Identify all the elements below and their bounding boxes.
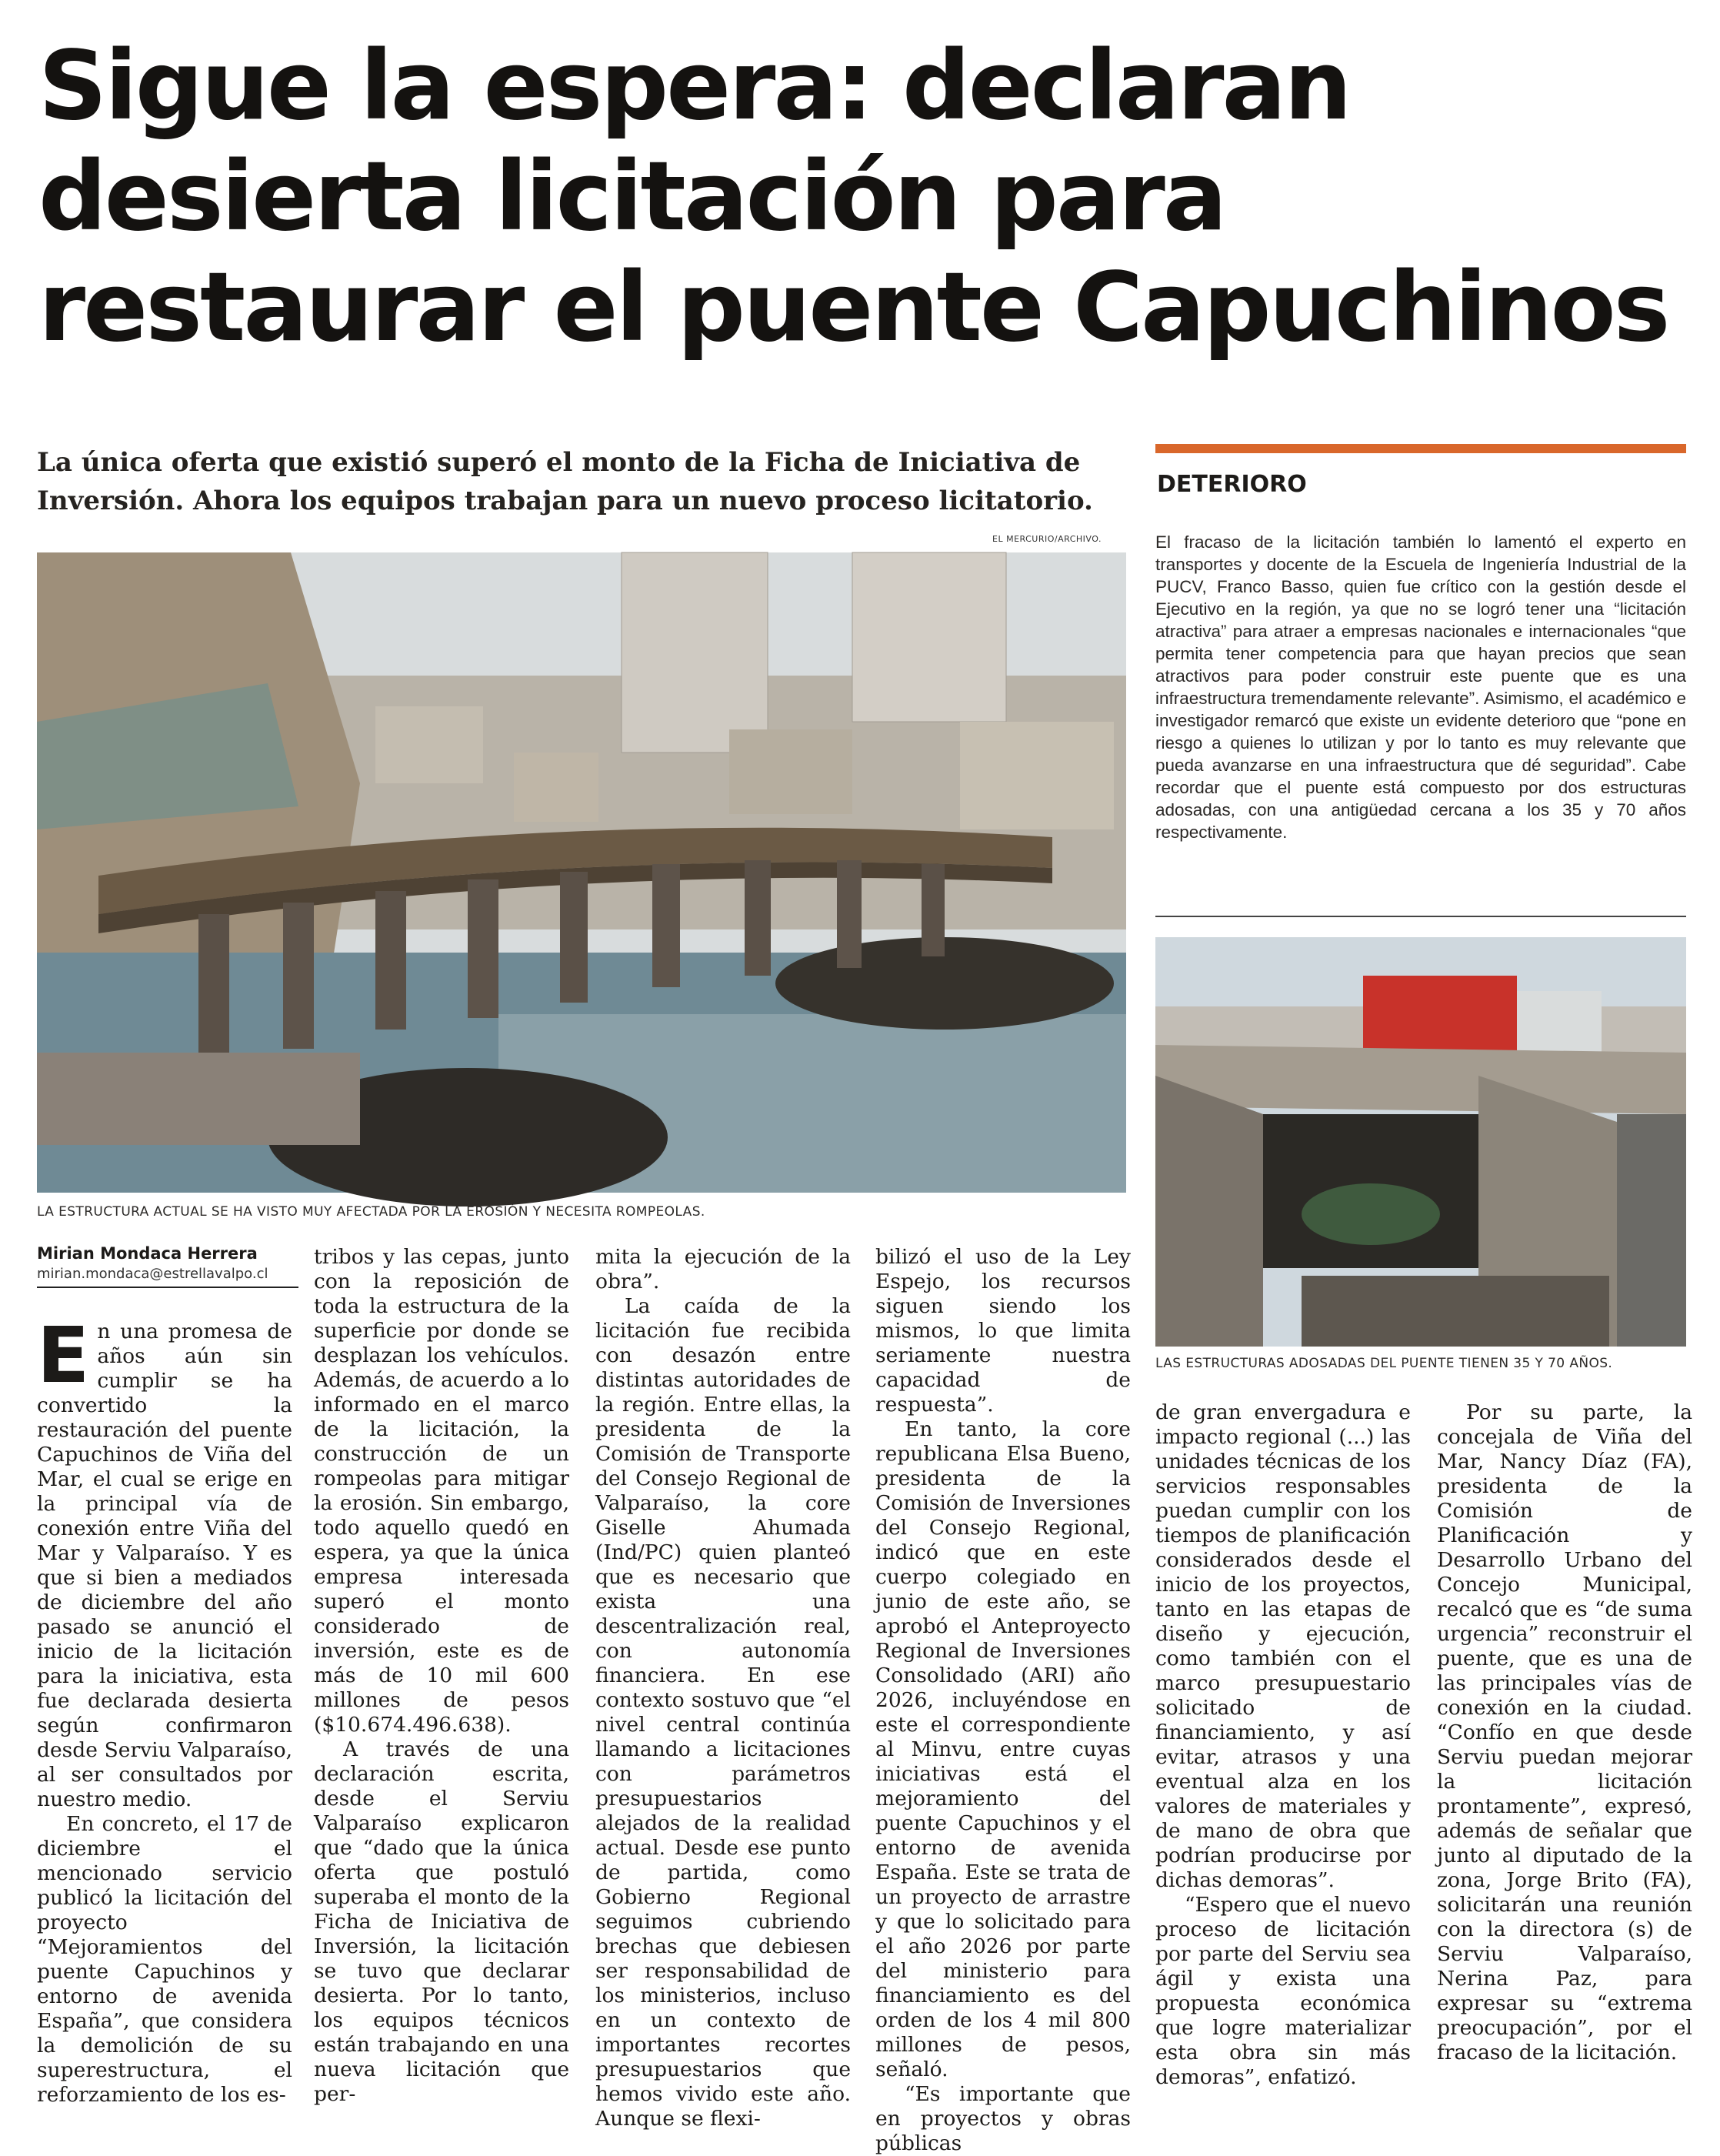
headline-line: Sigue la espera: declaran <box>38 31 1350 142</box>
bridge-photo-image <box>37 552 1126 1193</box>
article-paragraph: La caída de la licitación fue recibida con desazón entre distintas autoridades de la región. Entre ellas, la presidenta de la Comisión de Transporte del Consejo Regional de Valparaíso, la core Giselle Ahumada (Ind/PC) quien planteó que es necesario que exista una descentralización real, con autonomía financiera. En ese contexto sostuvo que “el nivel central continúa llamando a licitaciones con parámetros presupuestarios alejados de la realidad actual. Desde ese punto de partida, como Gobierno Regional seguimos cubriendo brechas que debiesen ser responsabilidad de los ministerios, incluso en un contexto de importantes recortes presupuestarios que hemos vivido este año. Aunque se flexi- <box>595 1294 851 2131</box>
article-paragraph: tribos y las cepas, junto con la reposición de toda la estructura de la superficie por donde se desplazan los vehículos. Además, de acuerdo a lo informado en el marco de la licitación, la construcción de un rompeolas para mitigar la erosión. Sin embargo, todo aquello quedó en espera, ya que la única empresa interesada superó el monto considerado de inversión, este es de más de 10 mil 600 millones de pesos ($10.674.496.638). <box>314 1245 569 1737</box>
article-paragraph: Por su parte, la concejala de Viña del Mar, Nancy Díaz (FA), presidenta de la Comisión de Planificación y Desarrollo Urbano del Concejo Municipal, recalcó que es “de suma urgencia” reconstruir el puente, que es una de las principales vías de conexión en la ciudad. “Confío en que desde Serviu puedan mejorar la licitación prontamente”, expresó, además de señalar que junto al diputado de la zona, Jorge Brito (FA), solicitarán una reunión con la directora (s) de Serviu Valparaíso, Nerina Paz, para expresar su “extrema preocupación”, por el fracaso de la licitación. <box>1437 1400 1692 2064</box>
article-paragraph: En tanto, la core republicana Elsa Bueno, presidenta de la Comisión de Inversiones del Consejo Regional, indicó que en este cuerpo colegiado en junio de este año, se aprobó el Anteproyecto Regional de Inversiones Consolidado (ARI) año 2026, incluyéndose en este el correspondiente al Minvu, entre cuyas iniciativas está el mejoramiento del puente Capuchinos y el entorno de avenida España. Este se trata de un proyecto de arrastre y que lo solicitado para el año 2026 por parte del ministerio para financiamiento es del orden de los 4 mil 800 millones de pesos, señaló. <box>875 1417 1131 2081</box>
author-email[interactable]: mirian.mondaca@estrellavalpo.cl <box>37 1266 298 1288</box>
deck-line: Inversión. Ahora los equipos trabajan para un nuevo proceso licitatorio. <box>37 486 1093 516</box>
article-paragraph: bilizó el uso de la Ley Espejo, los recursos siguen siendo los mismos, lo que limita seriamente nuestra capacidad de respuesta”. <box>875 1245 1131 1417</box>
article-column-3 <box>595 1245 851 2131</box>
article-column-4 <box>875 1245 1131 2155</box>
main-photo <box>37 552 1126 1193</box>
deck-line: La única oferta que existió superó el monto de la Ficha de Iniciativa de <box>37 447 1081 478</box>
article-paragraph: “Espero que el nuevo proceso de licitación por parte del Serviu sea ágil y exista una propuesta económica que logre materializar esta obra sin más demoras”, enfatizó. <box>1155 1893 1411 2089</box>
article-paragraph: En una promesa de años aún sin cumplir se ha convertido la restauración del puente Capuchinos de Viña del Mar, el cual se erige en la principal vía de conexión entre Viña del Mar y Valparaíso. Y es que si bien a mediados de diciembre del año pasado se anunció el inicio de la licitación para la iniciativa, esta fue declarada desierta según confirmaron desde Serviu Valparaíso, al ser consultados por nuestro medio. <box>37 1310 292 1811</box>
sidebar-accent-rule <box>1155 444 1686 453</box>
secondary-photo <box>1155 937 1686 1347</box>
article-column-5 <box>1155 1400 1411 2089</box>
article-column-2 <box>314 1245 569 2106</box>
headline-line: desierta licitación para <box>38 142 1225 252</box>
article-column-1 <box>37 1310 292 2107</box>
byline <box>37 1244 298 1288</box>
article-paragraph: de gran envergadura e impacto regional (...) las unidades técnicas de los servicios responsables puedan cumplir con los tiempos de planificación considerados desde el inicio de los proyectos, tanto en las etapas de diseño y ejecución, como también con el marco presupuestario solicitado de financiamiento, y así evitar, atrasos y una eventual alza en los valores de materiales y de mano de obra que podrían producirse por dichas demoras”. <box>1155 1400 1411 1892</box>
headline-line: restaurar el puente Capuchinos <box>38 252 1668 363</box>
main-photo-caption: LA ESTRUCTURA ACTUAL SE HA VISTO MUY AFECTADA POR LA EROSIÓN Y NECESITA ROMPEOLAS. <box>37 1204 705 1220</box>
headline <box>38 31 1692 363</box>
bridge-underside-photo-image <box>1155 937 1686 1347</box>
article-column-6 <box>1437 1400 1692 2062</box>
article-paragraph: En concreto, el 17 de diciembre el mencionado servicio publicó la licitación del proyecto “Mejoramientos del puente Capuchinos y entorno de avenida España”, que considera la demolición de su superestructura, el reforzamiento de los es- <box>37 1812 292 2107</box>
sidebar-title: DETERIORO <box>1157 471 1307 498</box>
author-name: Mirian Mondaca Herrera <box>37 1244 258 1263</box>
deck <box>37 443 1129 520</box>
sidebar-divider <box>1155 916 1686 917</box>
secondary-photo-caption: LAS ESTRUCTURAS ADOSADAS DEL PUENTE TIENEN 35 Y 70 AÑOS. <box>1155 1356 1613 1371</box>
sidebar-body: El fracaso de la licitación también lo lamentó el experto en transportes y docente de la Escuela de Ingeniería Industrial de la PUCV, Franco Basso, quien fue crítico con la gestión desde el Ejecutivo en la región, ya que no se logró tener una “licitación atractiva” para atraer a empresas nacionales e internacionales “que permita tener competencia para que hayan precios que sean atractivos para poder construir este puente que es una infraestructura tremendamente relevante”. Asimismo, el académico e investigador remarcó que existe un evidente deterioro que “pone en riesgo a quienes lo utilizan y por lo tanto es muy relevante que pueda avanzarse en una infraestructura que dé seguridad”. Cabe recordar que el puente está compuesto por dos estructuras adosadas, con una antigüedad cercana a los 35 y 70 años respectivamente. <box>1155 532 1686 842</box>
article-paragraph: mita la ejecución de la obra”. <box>595 1245 851 1293</box>
photo-credit: EL MERCURIO/ARCHIVO. <box>992 534 1102 544</box>
article-paragraph: “Es importante que en proyectos y obras públicas <box>875 2082 1131 2155</box>
article-paragraph: A través de una declaración escrita, desde el Serviu Valparaíso explicaron que “dado que la única oferta que postuló superaba el monto de la Ficha de Iniciativa de Inversión, la licitación se tuvo que declarar desierta. Por lo tanto, los equipos técnicos están trabajando en una nueva licitación que per- <box>314 1737 569 2106</box>
